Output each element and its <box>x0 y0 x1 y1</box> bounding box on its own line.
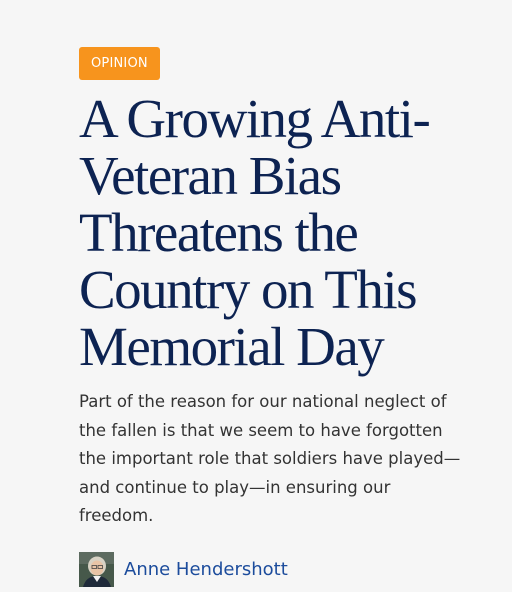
byline <box>79 552 479 587</box>
article-card <box>79 47 479 587</box>
category-badge[interactable]: OPINION <box>79 47 160 80</box>
author-avatar[interactable] <box>79 552 114 587</box>
author-photo-icon <box>79 552 114 587</box>
article-dek: Part of the reason for our national neglect of the fallen is that we seem to have forgotten the important role that soldiers have played—and continue to play—in ensuring our freedom. <box>79 392 461 525</box>
author-link[interactable]: Anne Hendershott <box>124 558 288 580</box>
article-headline[interactable]: A Growing Anti-Veteran Bias Threatens the Country on This Memorial Day <box>79 88 430 377</box>
